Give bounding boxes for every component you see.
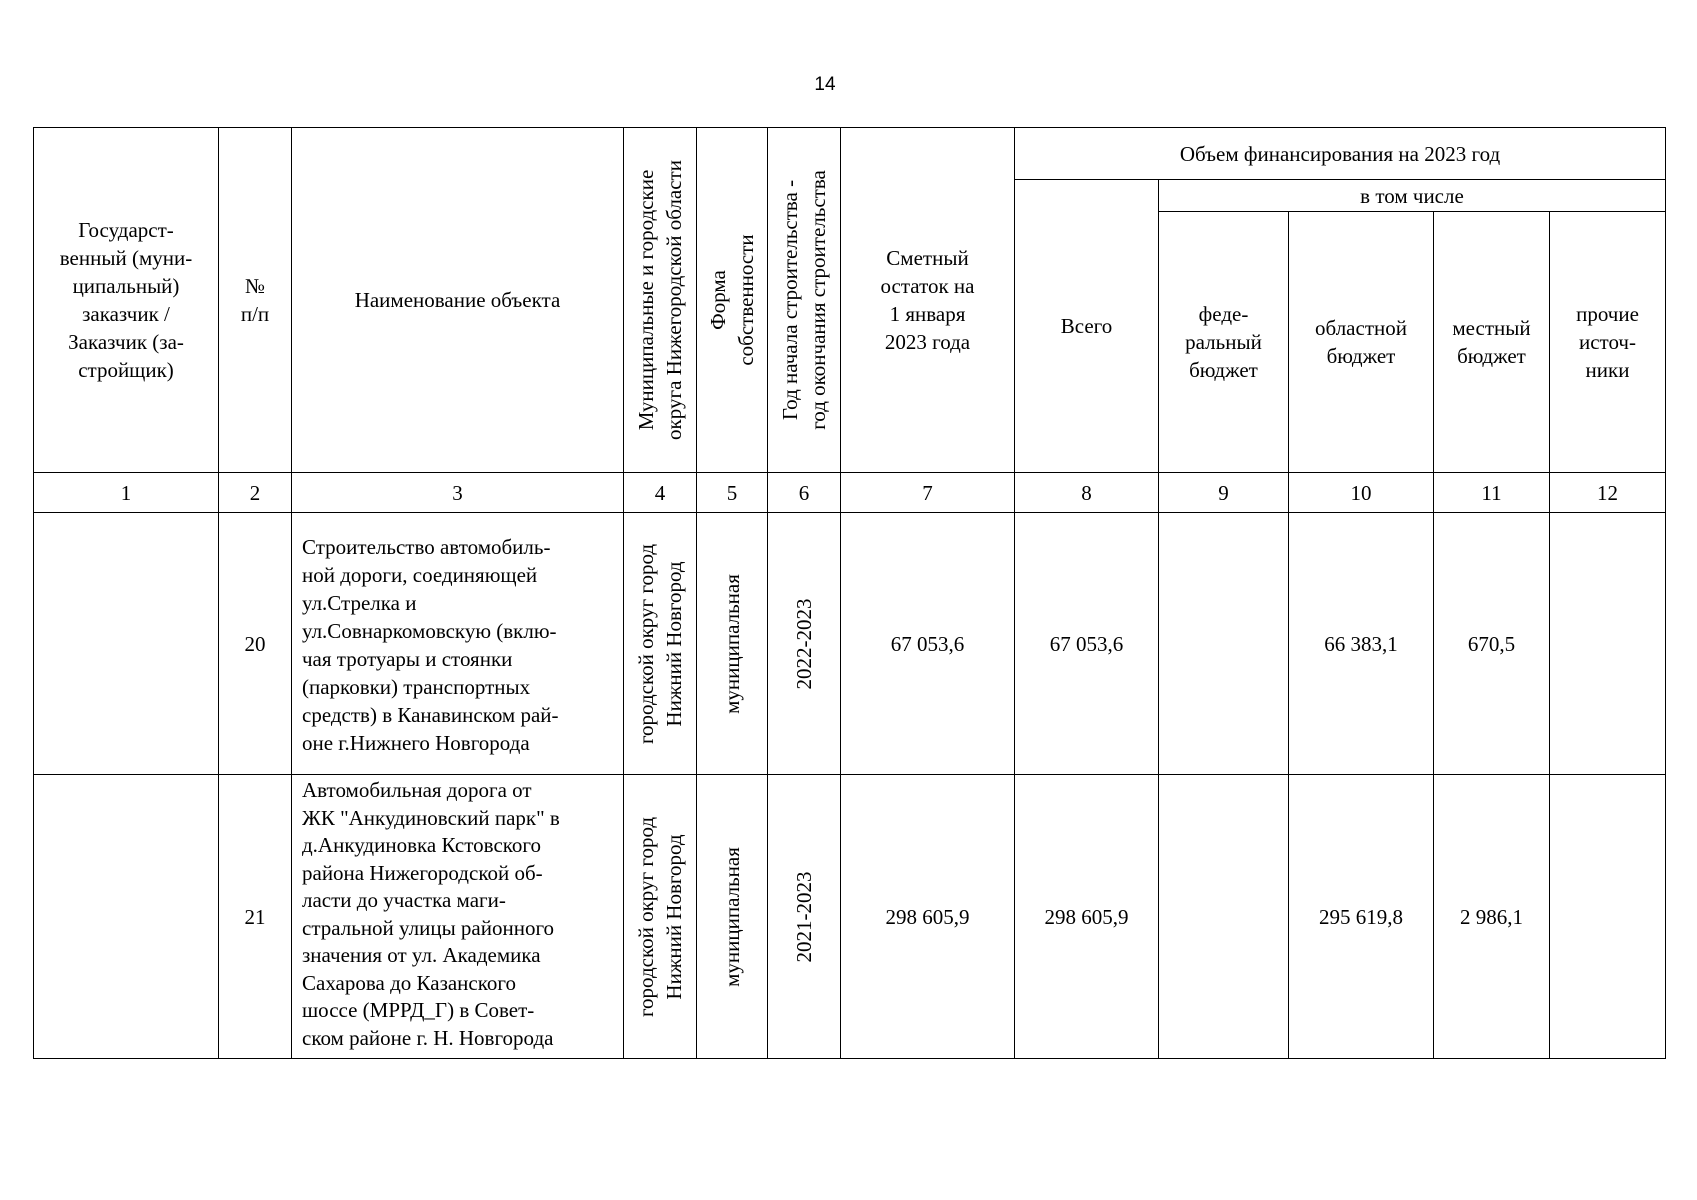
- column-number: 7: [841, 473, 1015, 513]
- header-municipality: Муниципальные и городские округа Нижегородской области: [624, 128, 697, 473]
- column-number: 8: [1015, 473, 1159, 513]
- row-other: [1550, 775, 1666, 1059]
- page-number: 14: [814, 74, 836, 95]
- row-total: 67 053,6: [1015, 513, 1159, 775]
- row-balance: 67 053,6: [841, 513, 1015, 775]
- row-balance: 298 605,9: [841, 775, 1015, 1059]
- column-number: 6: [768, 473, 841, 513]
- column-number: 12: [1550, 473, 1666, 513]
- header-total: Всего: [1015, 180, 1159, 473]
- column-number: 2: [219, 473, 292, 513]
- row-federal: [1159, 775, 1289, 1059]
- column-number: 5: [697, 473, 768, 513]
- row-num: 21: [219, 775, 292, 1059]
- header-other: прочие источ- ники: [1550, 212, 1666, 473]
- column-number: 10: [1289, 473, 1434, 513]
- row-federal: [1159, 513, 1289, 775]
- column-number: 1: [34, 473, 219, 513]
- financing-table: [33, 127, 1666, 1059]
- column-number: 4: [624, 473, 697, 513]
- header-years: Год начала строительства - год окончания строительства: [768, 128, 841, 473]
- row-municipality: городской округ город Нижний Новгород: [624, 775, 697, 1059]
- header-customer: Государст- венный (муни- ципальный) заказчик / Заказчик (за- стройщик): [34, 128, 219, 473]
- table-row: [34, 775, 1666, 1059]
- column-number: 9: [1159, 473, 1289, 513]
- row-customer: [34, 513, 219, 775]
- row-total: 298 605,9: [1015, 775, 1159, 1059]
- row-regional: 66 383,1: [1289, 513, 1434, 775]
- row-ownership: муниципальная: [697, 775, 768, 1059]
- header-num: № п/п: [219, 128, 292, 473]
- header-federal: феде- ральный бюджет: [1159, 212, 1289, 473]
- column-number-row: [34, 473, 1666, 513]
- row-regional: 295 619,8: [1289, 775, 1434, 1059]
- row-customer: [34, 775, 219, 1059]
- row-municipality: городской округ город Нижний Новгород: [624, 513, 697, 775]
- header-regional: областной бюджет: [1289, 212, 1434, 473]
- row-local: 2 986,1: [1434, 775, 1550, 1059]
- header-object-name: Наименование объекта: [292, 128, 624, 473]
- column-number: 3: [292, 473, 624, 513]
- header-balance: Сметный остаток на 1 января 2023 года: [841, 128, 1015, 473]
- row-ownership: муниципальная: [697, 513, 768, 775]
- row-years: 2022-2023: [768, 513, 841, 775]
- row-other: [1550, 513, 1666, 775]
- row-num: 20: [219, 513, 292, 775]
- header-ownership: Форма собственности: [697, 128, 768, 473]
- table-row: [34, 513, 1666, 775]
- row-object-name: Автомобильная дорога от ЖК "Анкудиновский парк" в д.Анкудиновка Кстовского района Нижегородской об- ласти до участка маги- стральной улицы районного значения от ул. Академика Сахарова до Казанского шоссе (МРРД_Г) в Совет- ском районе г. Н. Новгорода: [292, 775, 624, 1059]
- row-object-name: Строительство автомобиль- ной дороги, соединяющей ул.Стрелка и ул.Совнаркомовскую (вклю- чая тротуары и стоянки (парковки) транспортных средств) в Канавинском рай- оне г.Нижнего Новгорода: [292, 513, 624, 775]
- header-local: местный бюджет: [1434, 212, 1550, 473]
- row-local: 670,5: [1434, 513, 1550, 775]
- row-years: 2021-2023: [768, 775, 841, 1059]
- header-funding-group: Объем финансирования на 2023 год: [1015, 128, 1666, 180]
- header-including: в том числе: [1159, 180, 1666, 212]
- column-number: 11: [1434, 473, 1550, 513]
